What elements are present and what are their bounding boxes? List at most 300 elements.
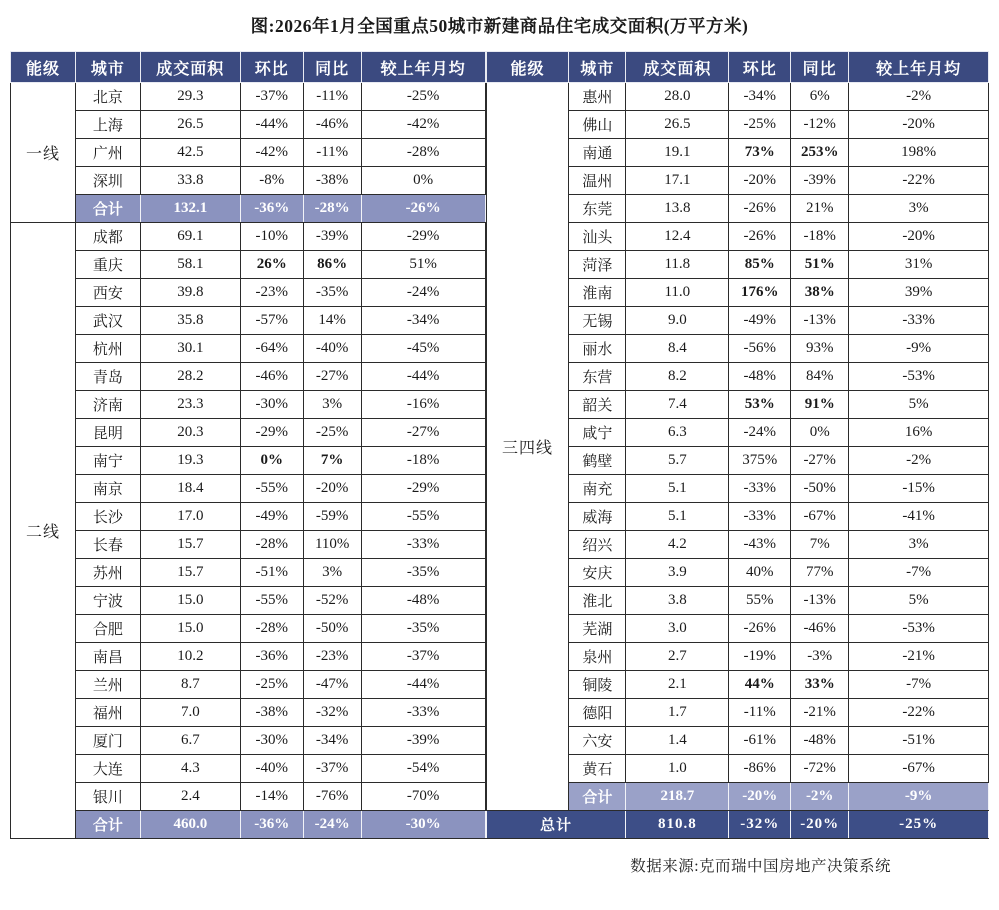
yoy-cell: -46% — [303, 111, 361, 139]
yoy-cell: -39% — [791, 167, 849, 195]
vs-avg-cell: -44% — [361, 363, 485, 391]
tier-cell: 三四线 — [486, 83, 569, 811]
area-cell: 5.1 — [626, 475, 729, 503]
city-cell: 泉州 — [569, 643, 626, 671]
city-row — [11, 307, 486, 335]
mom-cell: 85% — [729, 251, 791, 279]
city-cell: 兰州 — [75, 671, 140, 699]
vs-avg-cell: -29% — [361, 475, 485, 503]
area-cell: 3.9 — [626, 559, 729, 587]
vs-avg-cell: -33% — [849, 307, 989, 335]
city-row — [11, 139, 486, 167]
table-header-row — [486, 52, 988, 83]
mom-cell: -37% — [240, 83, 303, 111]
area-cell: 2.7 — [626, 643, 729, 671]
mom-cell: -57% — [240, 307, 303, 335]
header-cell-0: 能级 — [11, 52, 76, 83]
vs-avg-cell: 5% — [849, 391, 989, 419]
vs-avg-cell: -22% — [849, 699, 989, 727]
subtotal-label: 合计 — [569, 783, 626, 811]
mom-cell: -25% — [240, 671, 303, 699]
vs-avg-cell: -20% — [849, 223, 989, 251]
vs-avg-cell: 3% — [849, 531, 989, 559]
city-cell: 昆明 — [75, 419, 140, 447]
area-cell: 1.7 — [626, 699, 729, 727]
city-cell: 成都 — [75, 223, 140, 251]
vs-avg-cell: -25% — [849, 811, 989, 839]
mom-cell: -40% — [240, 755, 303, 783]
yoy-cell: -13% — [791, 587, 849, 615]
area-cell: 4.3 — [140, 755, 240, 783]
yoy-cell: -50% — [791, 475, 849, 503]
city-cell: 温州 — [569, 167, 626, 195]
mom-cell: -30% — [240, 727, 303, 755]
vs-avg-cell: 0% — [361, 167, 485, 195]
mom-cell: -28% — [240, 615, 303, 643]
vs-avg-cell: -33% — [361, 531, 485, 559]
city-cell: 淮北 — [569, 587, 626, 615]
area-cell: 28.2 — [140, 363, 240, 391]
yoy-cell: 0% — [791, 419, 849, 447]
city-row — [11, 643, 486, 671]
city-row — [11, 587, 486, 615]
mom-cell: -49% — [240, 503, 303, 531]
area-cell: 18.4 — [140, 475, 240, 503]
city-cell: 威海 — [569, 503, 626, 531]
yoy-cell: -52% — [303, 587, 361, 615]
mom-cell: -61% — [729, 727, 791, 755]
vs-avg-cell: 39% — [849, 279, 989, 307]
vs-avg-cell: 5% — [849, 587, 989, 615]
area-cell: 460.0 — [140, 811, 240, 839]
yoy-cell: 3% — [303, 559, 361, 587]
tier-cell: 二线 — [11, 223, 76, 839]
vs-avg-cell: -53% — [849, 363, 989, 391]
yoy-cell: 51% — [791, 251, 849, 279]
subtotal-label: 合计 — [75, 195, 140, 223]
city-cell: 广州 — [75, 139, 140, 167]
tables-container — [10, 51, 989, 839]
area-cell: 19.3 — [140, 447, 240, 475]
vs-avg-cell: -45% — [361, 335, 485, 363]
area-cell: 15.7 — [140, 531, 240, 559]
vs-avg-cell: -67% — [849, 755, 989, 783]
city-row — [11, 783, 486, 811]
vs-avg-cell: -9% — [849, 335, 989, 363]
mom-cell: -42% — [240, 139, 303, 167]
city-cell: 六安 — [569, 727, 626, 755]
yoy-cell: -21% — [791, 699, 849, 727]
city-cell: 淮南 — [569, 279, 626, 307]
city-row — [11, 755, 486, 783]
yoy-cell: -59% — [303, 503, 361, 531]
city-cell: 鹤壁 — [569, 447, 626, 475]
vs-avg-cell: 31% — [849, 251, 989, 279]
mom-cell: -64% — [240, 335, 303, 363]
vs-avg-cell: -55% — [361, 503, 485, 531]
area-cell: 29.3 — [140, 83, 240, 111]
header-cell-1: 城市 — [569, 52, 626, 83]
mom-cell: -26% — [729, 195, 791, 223]
mom-cell: -24% — [729, 419, 791, 447]
vs-avg-cell: -42% — [361, 111, 485, 139]
vs-avg-cell: -41% — [849, 503, 989, 531]
yoy-cell: -27% — [303, 363, 361, 391]
yoy-cell: -2% — [791, 783, 849, 811]
city-cell: 绍兴 — [569, 531, 626, 559]
vs-avg-cell: -7% — [849, 671, 989, 699]
mom-cell: -55% — [240, 475, 303, 503]
vs-avg-cell: -53% — [849, 615, 989, 643]
mom-cell: -23% — [240, 279, 303, 307]
mom-cell: -33% — [729, 475, 791, 503]
yoy-cell: -3% — [791, 643, 849, 671]
city-cell: 丽水 — [569, 335, 626, 363]
city-cell: 长沙 — [75, 503, 140, 531]
yoy-cell: -24% — [303, 811, 361, 839]
city-cell: 南充 — [569, 475, 626, 503]
area-cell: 12.4 — [626, 223, 729, 251]
area-cell: 26.5 — [626, 111, 729, 139]
mom-cell: -38% — [240, 699, 303, 727]
yoy-cell: -32% — [303, 699, 361, 727]
area-cell: 17.0 — [140, 503, 240, 531]
mom-cell: 375% — [729, 447, 791, 475]
vs-avg-cell: -29% — [361, 223, 485, 251]
yoy-cell: -20% — [303, 475, 361, 503]
city-cell: 重庆 — [75, 251, 140, 279]
mom-cell: -29% — [240, 419, 303, 447]
yoy-cell: -39% — [303, 223, 361, 251]
area-cell: 5.1 — [626, 503, 729, 531]
city-cell: 无锡 — [569, 307, 626, 335]
mom-cell: -25% — [729, 111, 791, 139]
yoy-cell: 84% — [791, 363, 849, 391]
area-cell: 6.7 — [140, 727, 240, 755]
area-cell: 17.1 — [626, 167, 729, 195]
mom-cell: -48% — [729, 363, 791, 391]
city-cell: 合肥 — [75, 615, 140, 643]
yoy-cell: 3% — [303, 391, 361, 419]
yoy-cell: 21% — [791, 195, 849, 223]
yoy-cell: -50% — [303, 615, 361, 643]
city-row — [11, 671, 486, 699]
vs-avg-cell: -35% — [361, 615, 485, 643]
vs-avg-cell: -39% — [361, 727, 485, 755]
city-row — [11, 279, 486, 307]
city-cell: 长春 — [75, 531, 140, 559]
page-title: 图:2026年1月全国重点50城市新建商品住宅成交面积(万平方米) — [250, 16, 749, 36]
city-row — [11, 111, 486, 139]
city-row — [11, 167, 486, 195]
area-cell: 35.8 — [140, 307, 240, 335]
vs-avg-cell: -70% — [361, 783, 485, 811]
area-cell: 28.0 — [626, 83, 729, 111]
mom-cell: -10% — [240, 223, 303, 251]
source-note: 数据来源:克而瑞中国房地产决策系统 — [630, 858, 891, 875]
area-cell: 810.8 — [626, 811, 729, 839]
header-cell-5: 较上年月均 — [849, 52, 989, 83]
city-row — [11, 251, 486, 279]
mom-cell: -26% — [729, 223, 791, 251]
mom-cell: -36% — [240, 643, 303, 671]
yoy-cell: 110% — [303, 531, 361, 559]
yoy-cell: 14% — [303, 307, 361, 335]
city-cell: 东营 — [569, 363, 626, 391]
mom-cell: -30% — [240, 391, 303, 419]
area-cell: 9.0 — [626, 307, 729, 335]
vs-avg-cell: -25% — [361, 83, 485, 111]
yoy-cell: 86% — [303, 251, 361, 279]
mom-cell: -8% — [240, 167, 303, 195]
vs-avg-cell: -24% — [361, 279, 485, 307]
city-cell: 青岛 — [75, 363, 140, 391]
header-cell-3: 环比 — [729, 52, 791, 83]
city-cell: 德阳 — [569, 699, 626, 727]
city-row — [11, 475, 486, 503]
city-row — [11, 223, 486, 251]
city-cell: 南京 — [75, 475, 140, 503]
yoy-cell: -37% — [303, 755, 361, 783]
vs-avg-cell: -20% — [849, 111, 989, 139]
area-cell: 1.4 — [626, 727, 729, 755]
area-cell: 58.1 — [140, 251, 240, 279]
area-cell: 11.0 — [626, 279, 729, 307]
right-table — [486, 51, 989, 839]
city-cell: 惠州 — [569, 83, 626, 111]
yoy-cell: -72% — [791, 755, 849, 783]
header-cell-4: 同比 — [791, 52, 849, 83]
yoy-cell: -67% — [791, 503, 849, 531]
vs-avg-cell: -16% — [361, 391, 485, 419]
vs-avg-cell: 3% — [849, 195, 989, 223]
mom-cell: -20% — [729, 783, 791, 811]
vs-avg-cell: -30% — [361, 811, 485, 839]
mom-cell: 40% — [729, 559, 791, 587]
mom-cell: -32% — [729, 811, 791, 839]
city-cell: 杭州 — [75, 335, 140, 363]
yoy-cell: 7% — [303, 447, 361, 475]
vs-avg-cell: -28% — [361, 139, 485, 167]
left-table — [10, 51, 486, 839]
mom-cell: -44% — [240, 111, 303, 139]
area-cell: 11.8 — [626, 251, 729, 279]
vs-avg-cell: -44% — [361, 671, 485, 699]
vs-avg-cell: -27% — [361, 419, 485, 447]
mom-cell: -49% — [729, 307, 791, 335]
area-cell: 2.4 — [140, 783, 240, 811]
area-cell: 3.0 — [626, 615, 729, 643]
yoy-cell: 253% — [791, 139, 849, 167]
city-cell: 铜陵 — [569, 671, 626, 699]
yoy-cell: -38% — [303, 167, 361, 195]
vs-avg-cell: -48% — [361, 587, 485, 615]
city-row — [11, 531, 486, 559]
mom-cell: 73% — [729, 139, 791, 167]
yoy-cell: -12% — [791, 111, 849, 139]
area-cell: 20.3 — [140, 419, 240, 447]
area-cell: 3.8 — [626, 587, 729, 615]
header-cell-4: 同比 — [303, 52, 361, 83]
city-row — [11, 503, 486, 531]
city-row — [11, 699, 486, 727]
yoy-cell: -23% — [303, 643, 361, 671]
yoy-cell: 38% — [791, 279, 849, 307]
area-cell: 218.7 — [626, 783, 729, 811]
mom-cell: -26% — [729, 615, 791, 643]
header-cell-0: 能级 — [486, 52, 569, 83]
yoy-cell: 93% — [791, 335, 849, 363]
area-cell: 15.0 — [140, 587, 240, 615]
mom-cell: 55% — [729, 587, 791, 615]
vs-avg-cell: -2% — [849, 83, 989, 111]
mom-cell: -36% — [240, 811, 303, 839]
city-cell: 厦门 — [75, 727, 140, 755]
city-row — [11, 391, 486, 419]
mom-cell: -86% — [729, 755, 791, 783]
vs-avg-cell: -33% — [361, 699, 485, 727]
area-cell: 7.4 — [626, 391, 729, 419]
city-cell: 黄石 — [569, 755, 626, 783]
yoy-cell: -46% — [791, 615, 849, 643]
area-cell: 30.1 — [140, 335, 240, 363]
mom-cell: 176% — [729, 279, 791, 307]
area-cell: 15.7 — [140, 559, 240, 587]
area-cell: 5.7 — [626, 447, 729, 475]
mom-cell: -34% — [729, 83, 791, 111]
city-cell: 宁波 — [75, 587, 140, 615]
mom-cell: 26% — [240, 251, 303, 279]
city-row — [11, 363, 486, 391]
yoy-cell: -13% — [791, 307, 849, 335]
city-cell: 东莞 — [569, 195, 626, 223]
header-cell-3: 环比 — [240, 52, 303, 83]
city-cell: 银川 — [75, 783, 140, 811]
area-cell: 4.2 — [626, 531, 729, 559]
area-cell: 8.4 — [626, 335, 729, 363]
city-row — [11, 447, 486, 475]
vs-avg-cell: -54% — [361, 755, 485, 783]
yoy-cell: 7% — [791, 531, 849, 559]
city-row — [11, 615, 486, 643]
area-cell: 23.3 — [140, 391, 240, 419]
yoy-cell: -35% — [303, 279, 361, 307]
city-cell: 汕头 — [569, 223, 626, 251]
city-cell: 上海 — [75, 111, 140, 139]
area-cell: 15.0 — [140, 615, 240, 643]
tier-cell: 一线 — [11, 83, 76, 223]
yoy-cell: 6% — [791, 83, 849, 111]
city-cell: 南昌 — [75, 643, 140, 671]
subtotal-row — [11, 195, 486, 223]
yoy-cell: 33% — [791, 671, 849, 699]
mom-cell: -20% — [729, 167, 791, 195]
vs-avg-cell: 16% — [849, 419, 989, 447]
area-cell: 26.5 — [140, 111, 240, 139]
area-cell: 13.8 — [626, 195, 729, 223]
mom-cell: -36% — [240, 195, 303, 223]
vs-avg-cell: -9% — [849, 783, 989, 811]
header-cell-2: 成交面积 — [140, 52, 240, 83]
mom-cell: -43% — [729, 531, 791, 559]
vs-avg-cell: -7% — [849, 559, 989, 587]
city-row — [11, 559, 486, 587]
yoy-cell: -18% — [791, 223, 849, 251]
city-cell: 咸宁 — [569, 419, 626, 447]
area-cell: 10.2 — [140, 643, 240, 671]
mom-cell: -11% — [729, 699, 791, 727]
vs-avg-cell: -37% — [361, 643, 485, 671]
city-cell: 菏泽 — [569, 251, 626, 279]
header-cell-1: 城市 — [75, 52, 140, 83]
mom-cell: 44% — [729, 671, 791, 699]
city-cell: 安庆 — [569, 559, 626, 587]
city-row — [11, 83, 486, 111]
yoy-cell: -48% — [791, 727, 849, 755]
area-cell: 8.2 — [626, 363, 729, 391]
vs-avg-cell: -18% — [361, 447, 485, 475]
area-cell: 33.8 — [140, 167, 240, 195]
yoy-cell: -28% — [303, 195, 361, 223]
yoy-cell: -25% — [303, 419, 361, 447]
subtotal-label: 合计 — [75, 811, 140, 839]
mom-cell: -56% — [729, 335, 791, 363]
area-cell: 69.1 — [140, 223, 240, 251]
grand-total-row — [486, 811, 988, 839]
city-row — [11, 727, 486, 755]
mom-cell: -19% — [729, 643, 791, 671]
mom-cell: -51% — [240, 559, 303, 587]
area-cell: 132.1 — [140, 195, 240, 223]
area-cell: 2.1 — [626, 671, 729, 699]
vs-avg-cell: -35% — [361, 559, 485, 587]
city-cell: 韶关 — [569, 391, 626, 419]
area-cell: 42.5 — [140, 139, 240, 167]
city-cell: 深圳 — [75, 167, 140, 195]
area-cell: 1.0 — [626, 755, 729, 783]
vs-avg-cell: -21% — [849, 643, 989, 671]
city-row — [486, 83, 988, 111]
yoy-cell: -27% — [791, 447, 849, 475]
mom-cell: -28% — [240, 531, 303, 559]
vs-avg-cell: 51% — [361, 251, 485, 279]
vs-avg-cell: -15% — [849, 475, 989, 503]
vs-avg-cell: 198% — [849, 139, 989, 167]
vs-avg-cell: -26% — [361, 195, 485, 223]
yoy-cell: -47% — [303, 671, 361, 699]
city-cell: 北京 — [75, 83, 140, 111]
vs-avg-cell: -34% — [361, 307, 485, 335]
city-row — [11, 335, 486, 363]
vs-avg-cell: -2% — [849, 447, 989, 475]
mom-cell: -46% — [240, 363, 303, 391]
yoy-cell: 77% — [791, 559, 849, 587]
city-cell: 大连 — [75, 755, 140, 783]
yoy-cell: 91% — [791, 391, 849, 419]
subtotal-row — [11, 811, 486, 839]
city-cell: 苏州 — [75, 559, 140, 587]
area-cell: 19.1 — [626, 139, 729, 167]
mom-cell: 0% — [240, 447, 303, 475]
area-cell: 8.7 — [140, 671, 240, 699]
city-cell: 佛山 — [569, 111, 626, 139]
area-cell: 39.8 — [140, 279, 240, 307]
header-cell-2: 成交面积 — [626, 52, 729, 83]
yoy-cell: -20% — [791, 811, 849, 839]
area-cell: 6.3 — [626, 419, 729, 447]
yoy-cell: -76% — [303, 783, 361, 811]
vs-avg-cell: -22% — [849, 167, 989, 195]
